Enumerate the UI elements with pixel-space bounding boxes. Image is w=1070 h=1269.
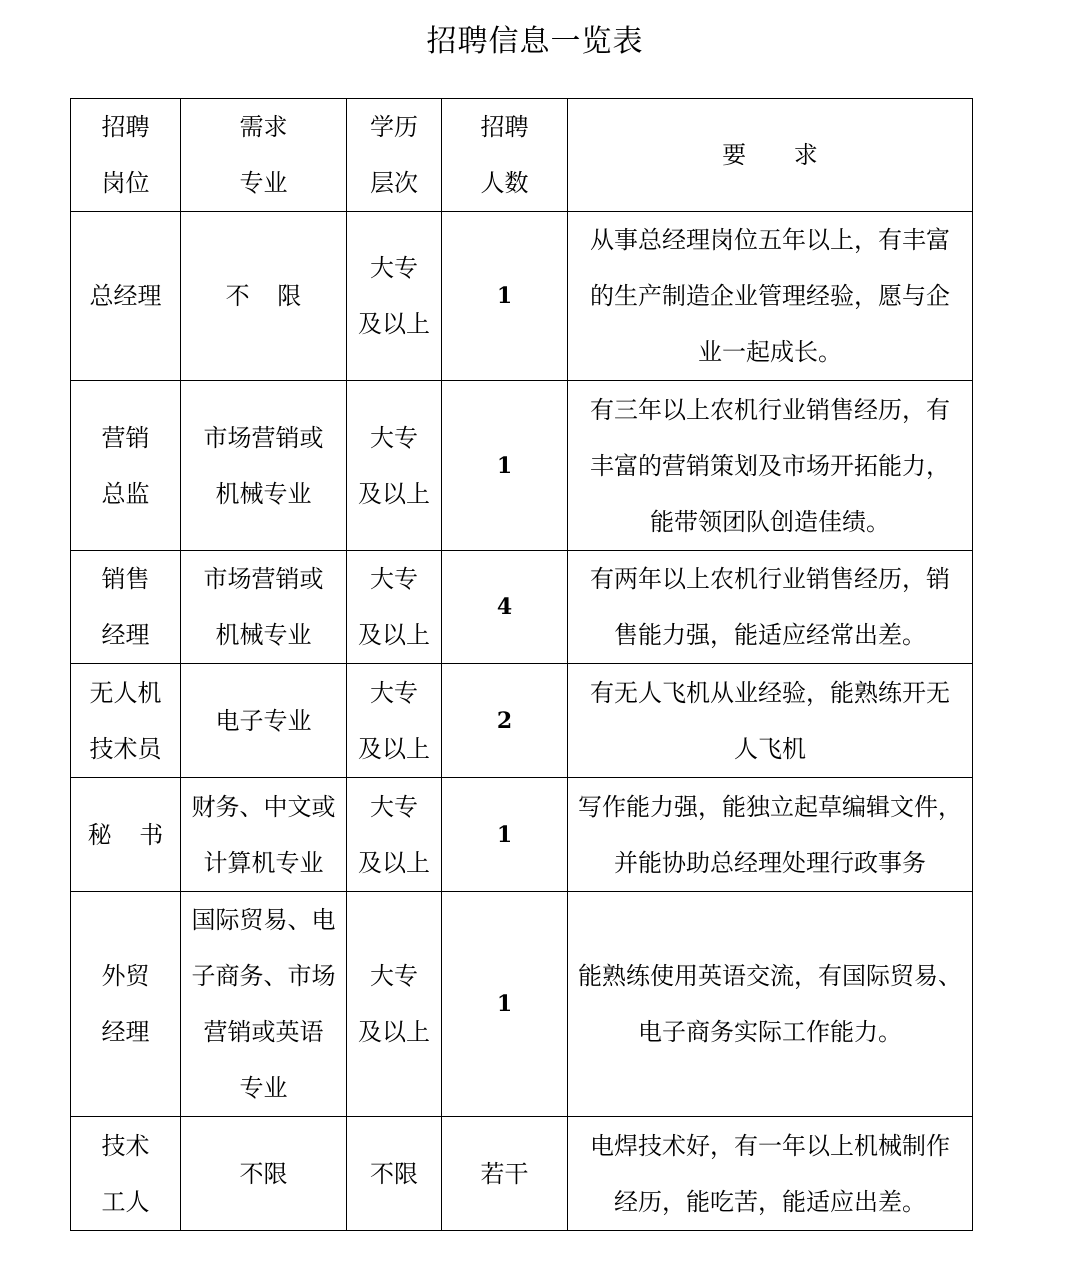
requirements-cell: 从事总经理岗位五年以上，有丰富 的生产制造企业管理经验，愿与企 业一起成长。 <box>568 212 973 381</box>
table-row <box>71 212 973 381</box>
table-row <box>71 381 973 551</box>
position-cell: 外贸 经理 <box>71 892 181 1117</box>
major-cell: 市场营销或 机械专业 <box>181 551 347 664</box>
count-cell: 1 <box>442 892 568 1117</box>
count-cell: 1 <box>442 778 568 892</box>
major-cell: 不 限 <box>181 212 347 381</box>
position-cell: 秘 书 <box>71 778 181 892</box>
recruitment-table <box>70 98 973 1231</box>
table-row <box>71 1117 973 1231</box>
header-major: 需求 专业 <box>181 99 347 212</box>
education-cell: 大专 及以上 <box>347 551 442 664</box>
education-cell: 大专 及以上 <box>347 664 442 778</box>
header-education: 学历 层次 <box>347 99 442 212</box>
requirements-cell: 有无人飞机从业经验，能熟练开无 人飞机 <box>568 664 973 778</box>
requirements-cell: 有两年以上农机行业销售经历，销 售能力强，能适应经常出差。 <box>568 551 973 664</box>
page-title: 招聘信息一览表 <box>426 24 644 59</box>
position-cell: 总经理 <box>71 212 181 381</box>
position-cell: 无人机 技术员 <box>71 664 181 778</box>
major-cell: 财务、中文或 计算机专业 <box>181 778 347 892</box>
education-cell: 大专 及以上 <box>347 892 442 1117</box>
major-cell: 国际贸易、电 子商务、市场 营销或英语 专业 <box>181 892 347 1117</box>
table-row <box>71 892 973 1117</box>
position-cell: 营销 总监 <box>71 381 181 551</box>
count-cell: 1 <box>442 381 568 551</box>
requirements-cell: 能熟练使用英语交流，有国际贸易、 电子商务实际工作能力。 <box>568 892 973 1117</box>
count-cell: 1 <box>442 212 568 381</box>
table-header-row <box>71 99 973 212</box>
education-cell: 大专 及以上 <box>347 778 442 892</box>
header-requirements: 要 求 <box>568 99 973 212</box>
requirements-cell: 有三年以上农机行业销售经历，有 丰富的营销策划及市场开拓能力， 能带领团队创造佳绩。 <box>568 381 973 551</box>
count-cell: 2 <box>442 664 568 778</box>
major-cell: 电子专业 <box>181 664 347 778</box>
requirements-cell: 写作能力强，能独立起草编辑文件， 并能协助总经理处理行政事务 <box>568 778 973 892</box>
header-position: 招聘 岗位 <box>71 99 181 212</box>
table-row <box>71 778 973 892</box>
education-cell: 大专 及以上 <box>347 381 442 551</box>
education-cell: 不限 <box>347 1117 442 1231</box>
count-cell: 若干 <box>442 1117 568 1231</box>
education-cell: 大专 及以上 <box>347 212 442 381</box>
header-count: 招聘 人数 <box>442 99 568 212</box>
table-row <box>71 664 973 778</box>
position-cell: 销售 经理 <box>71 551 181 664</box>
major-cell: 市场营销或 机械专业 <box>181 381 347 551</box>
table-row <box>71 551 973 664</box>
requirements-cell: 电焊技术好，有一年以上机械制作 经历，能吃苦，能适应出差。 <box>568 1117 973 1231</box>
count-cell: 4 <box>442 551 568 664</box>
major-cell: 不限 <box>181 1117 347 1231</box>
position-cell: 技术 工人 <box>71 1117 181 1231</box>
